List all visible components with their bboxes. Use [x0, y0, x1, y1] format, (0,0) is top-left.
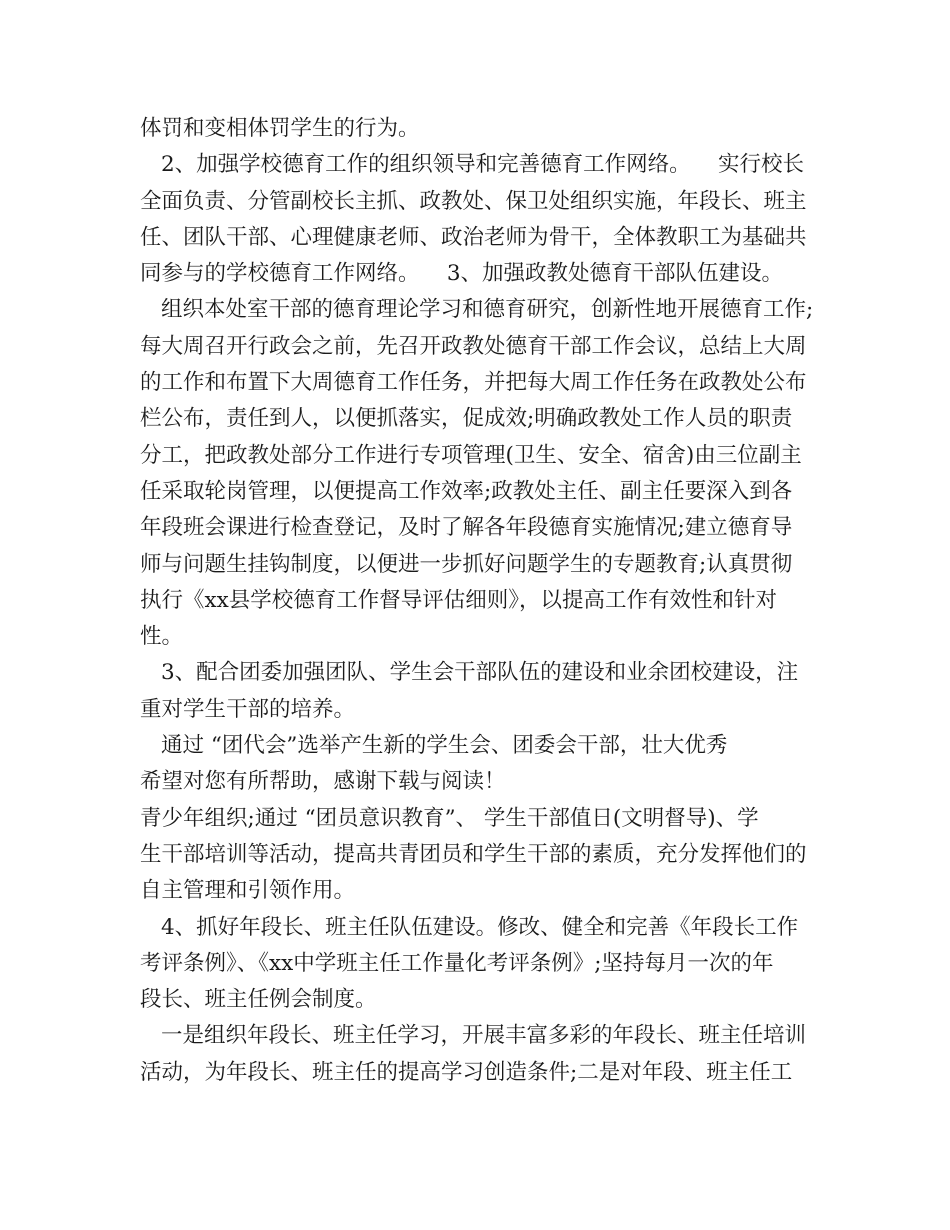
text-line: 段长、班主任例会制度。 [140, 987, 377, 1013]
text-line: 的工作和布置下大周德育工作任务，并把每大周工作任务在政教处公布 [140, 370, 807, 396]
text-line: 4、抓好年段长、班主任队伍建设。修改、健全和完善《年段长工作 [161, 914, 799, 940]
text-line: 2、加强学校德育工作的组织领导和完善德育工作网络。 实行校长 [161, 152, 805, 178]
text-line: 3、配合团委加强团队、学生会干部队伍的建设和业余团校建设，注 [161, 660, 799, 686]
text-line: 通过 “团代会”选举产生新的学生会、团委会干部，壮大优秀 [161, 733, 728, 759]
document-body [140, 111, 830, 1091]
text-line: 同参与的学校德育工作网络。 3、加强政教处德育干部队伍建设。 [140, 261, 784, 287]
text-line: 任采取轮岗管理，以便提高工作效率;政教处主任、副主任要深入到各 [140, 478, 793, 504]
text-line: 年段班会课进行检查登记，及时了解各年段德育实施情况;建立德育导 [140, 515, 793, 541]
text-line: 生干部培训等活动，提高共青团员和学生干部的素质，充分发挥他们的 [140, 841, 807, 867]
text-line: 任、团队干部、心理健康老师、政治老师为骨干，全体教职工为基础共 [140, 224, 807, 250]
text-line: 重对学生干部的培养。 [140, 696, 356, 722]
text-line: 活动，为年段长、班主任的提高学习创造条件;二是对年段、班主任工 [140, 1059, 793, 1085]
text-line: 青少年组织;通过 “团员意识教育”、 学生干部值日(文明督导)、学 [140, 805, 759, 831]
text-line: 一是组织年段长、班主任学习，开展丰富多彩的年段长、班主任培训 [161, 1023, 807, 1049]
text-line: 全面负责、分管副校长主抓、政教处、保卫处组织实施，年段长、班主 [140, 188, 807, 214]
text-line: 分工，把政教处部分工作进行专项管理(卫生、安全、宿舍)由三位副主 [140, 442, 802, 468]
text-line: 组织本处室干部的德育理论学习和德育研究，创新性地开展德育工作; [161, 297, 814, 323]
text-line: 体罚和变相体罚学生的行为。 [140, 116, 420, 141]
text-line: 性。 [140, 624, 184, 650]
text-line: 执行《xx县学校德育工作督导评估细则》，以提高工作有效性和针对 [140, 587, 778, 613]
text-line: 栏公布，责任到人，以便抓落实，促成效;明确政教处工作人员的职责 [140, 406, 793, 432]
download-thanks-note: 希望对您有所帮助，感谢下载与阅读！ [140, 769, 506, 795]
text-line: 每大周召开行政会之前，先召开政教处德育干部工作会议，总结上大周 [140, 333, 807, 359]
text-line: 自主管理和引领作用。 [140, 878, 356, 904]
text-line: 师与问题生挂钩制度，以便进一步抓好问题学生的专题教育;认真贯彻 [140, 551, 793, 577]
text-line: 考评条例》、《xx中学班主任工作量化考评条例》;坚持每月一次的年 [140, 950, 774, 976]
